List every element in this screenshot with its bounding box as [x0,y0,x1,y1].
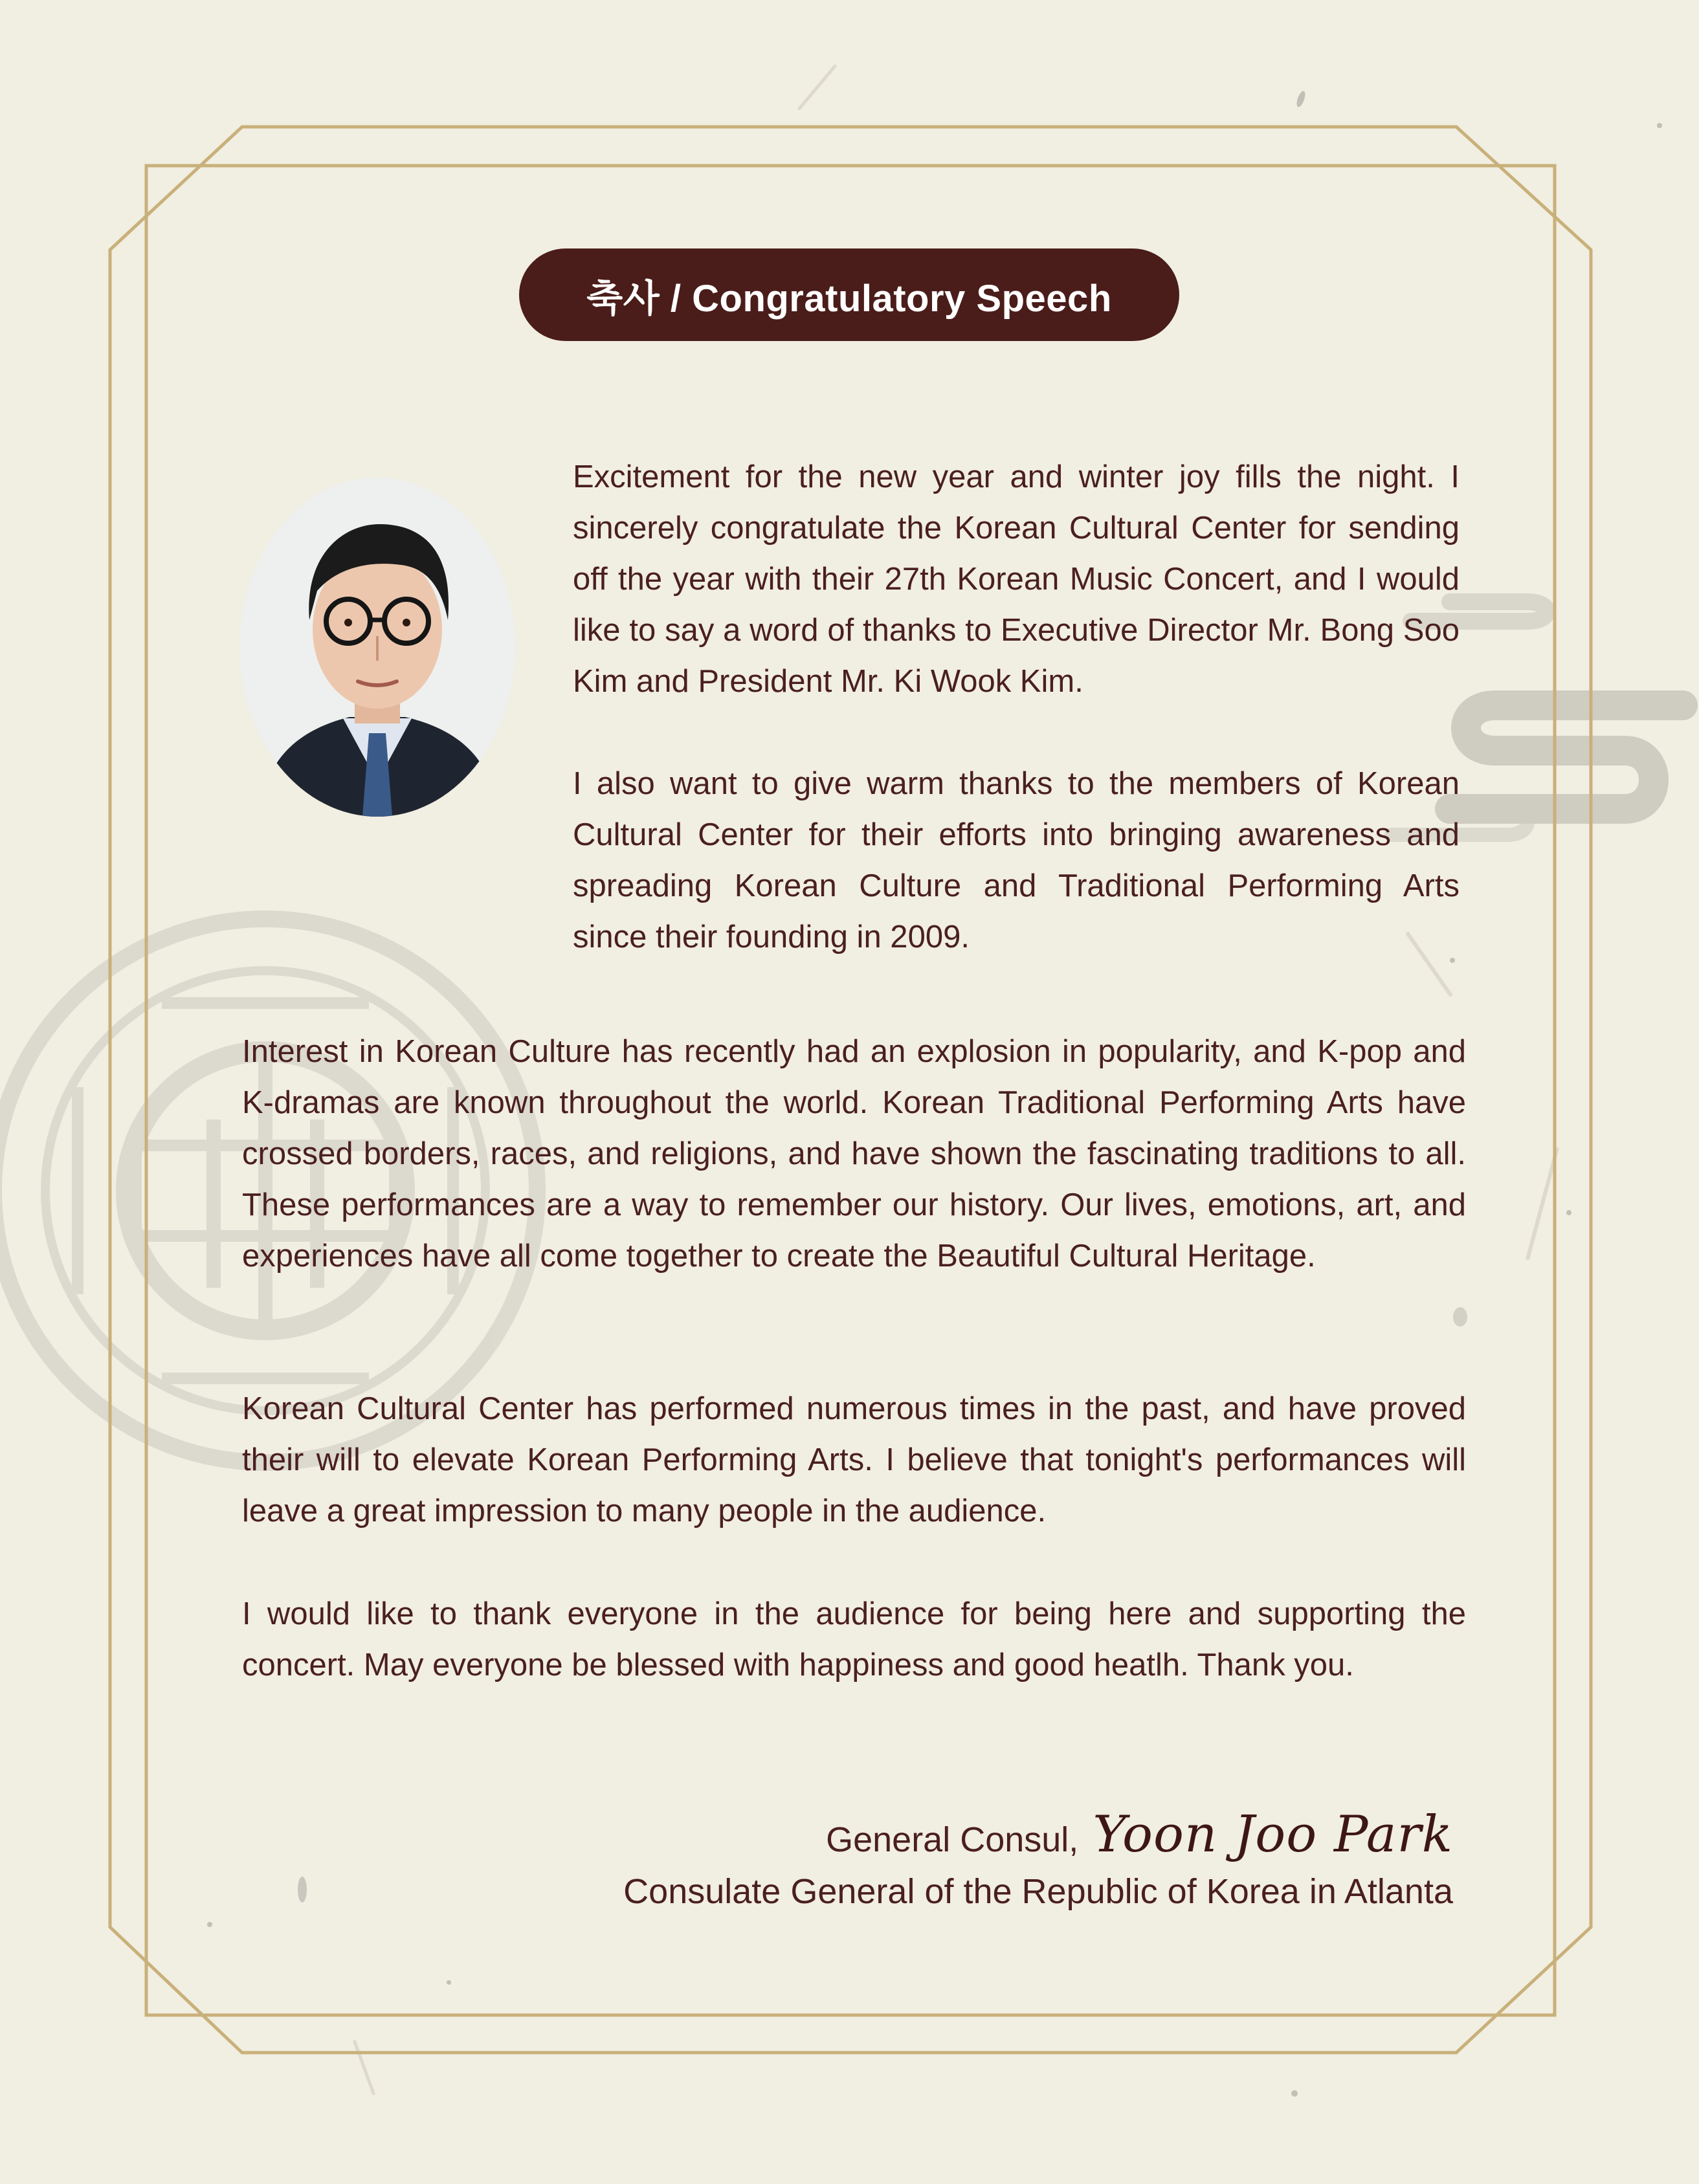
signer-organization: Consulate General of the Republic of Korea in Atlanta [623,1872,1453,1911]
speech-paragraph-1: Excitement for the new year and winter joy fills the night. I sincerely congratulate the Korean Cultural Center for sending off the year with their 27th Korean Music Concert, and I would like to say a word of thanks to Executive Director Mr. Bong Soo Kim and President Mr. Ki Wook Kim. [573,459,1460,699]
signature-line [826,1805,1453,1864]
signer-title: General Consul, [826,1820,1079,1859]
signer-name: Yoon Joo Park [1093,1805,1453,1864]
speech-paragraph-5: I would like to thank everyone in the audience for being here and supporting the concert. May everyone be blessed with happiness and good heatlh. Thank you. [242,1596,1466,1682]
speaker-portrait [239,478,515,817]
page-title: 축사 / Congratulatory Speech [519,248,1179,341]
speech-paragraph-3: Interest in Korean Culture has recently had an explosion in popularity, and K-pop and K-dramas are known throughout the world. Korean Traditional Performing Arts have crossed borders, races, and religions, and have shown the fascinating traditions to all. These performances are a way to remember our history. Our lives, emotions, art, and experiences have all come together to create the Beautiful Cultural Heritage. [242,1034,1466,1274]
speech-paragraph-4: Korean Cultural Center has performed numerous times in the past, and have proved their will to elevate Korean Performing Arts. I believe that tonight's performances will leave a great impression to many people in the audience. [242,1391,1466,1528]
speech-paragraph-2: I also want to give warm thanks to the members of Korean Cultural Center for their efforts into bringing awareness and spreading Korean Culture and Traditional Performing Arts since their founding in 2009. [573,766,1460,954]
